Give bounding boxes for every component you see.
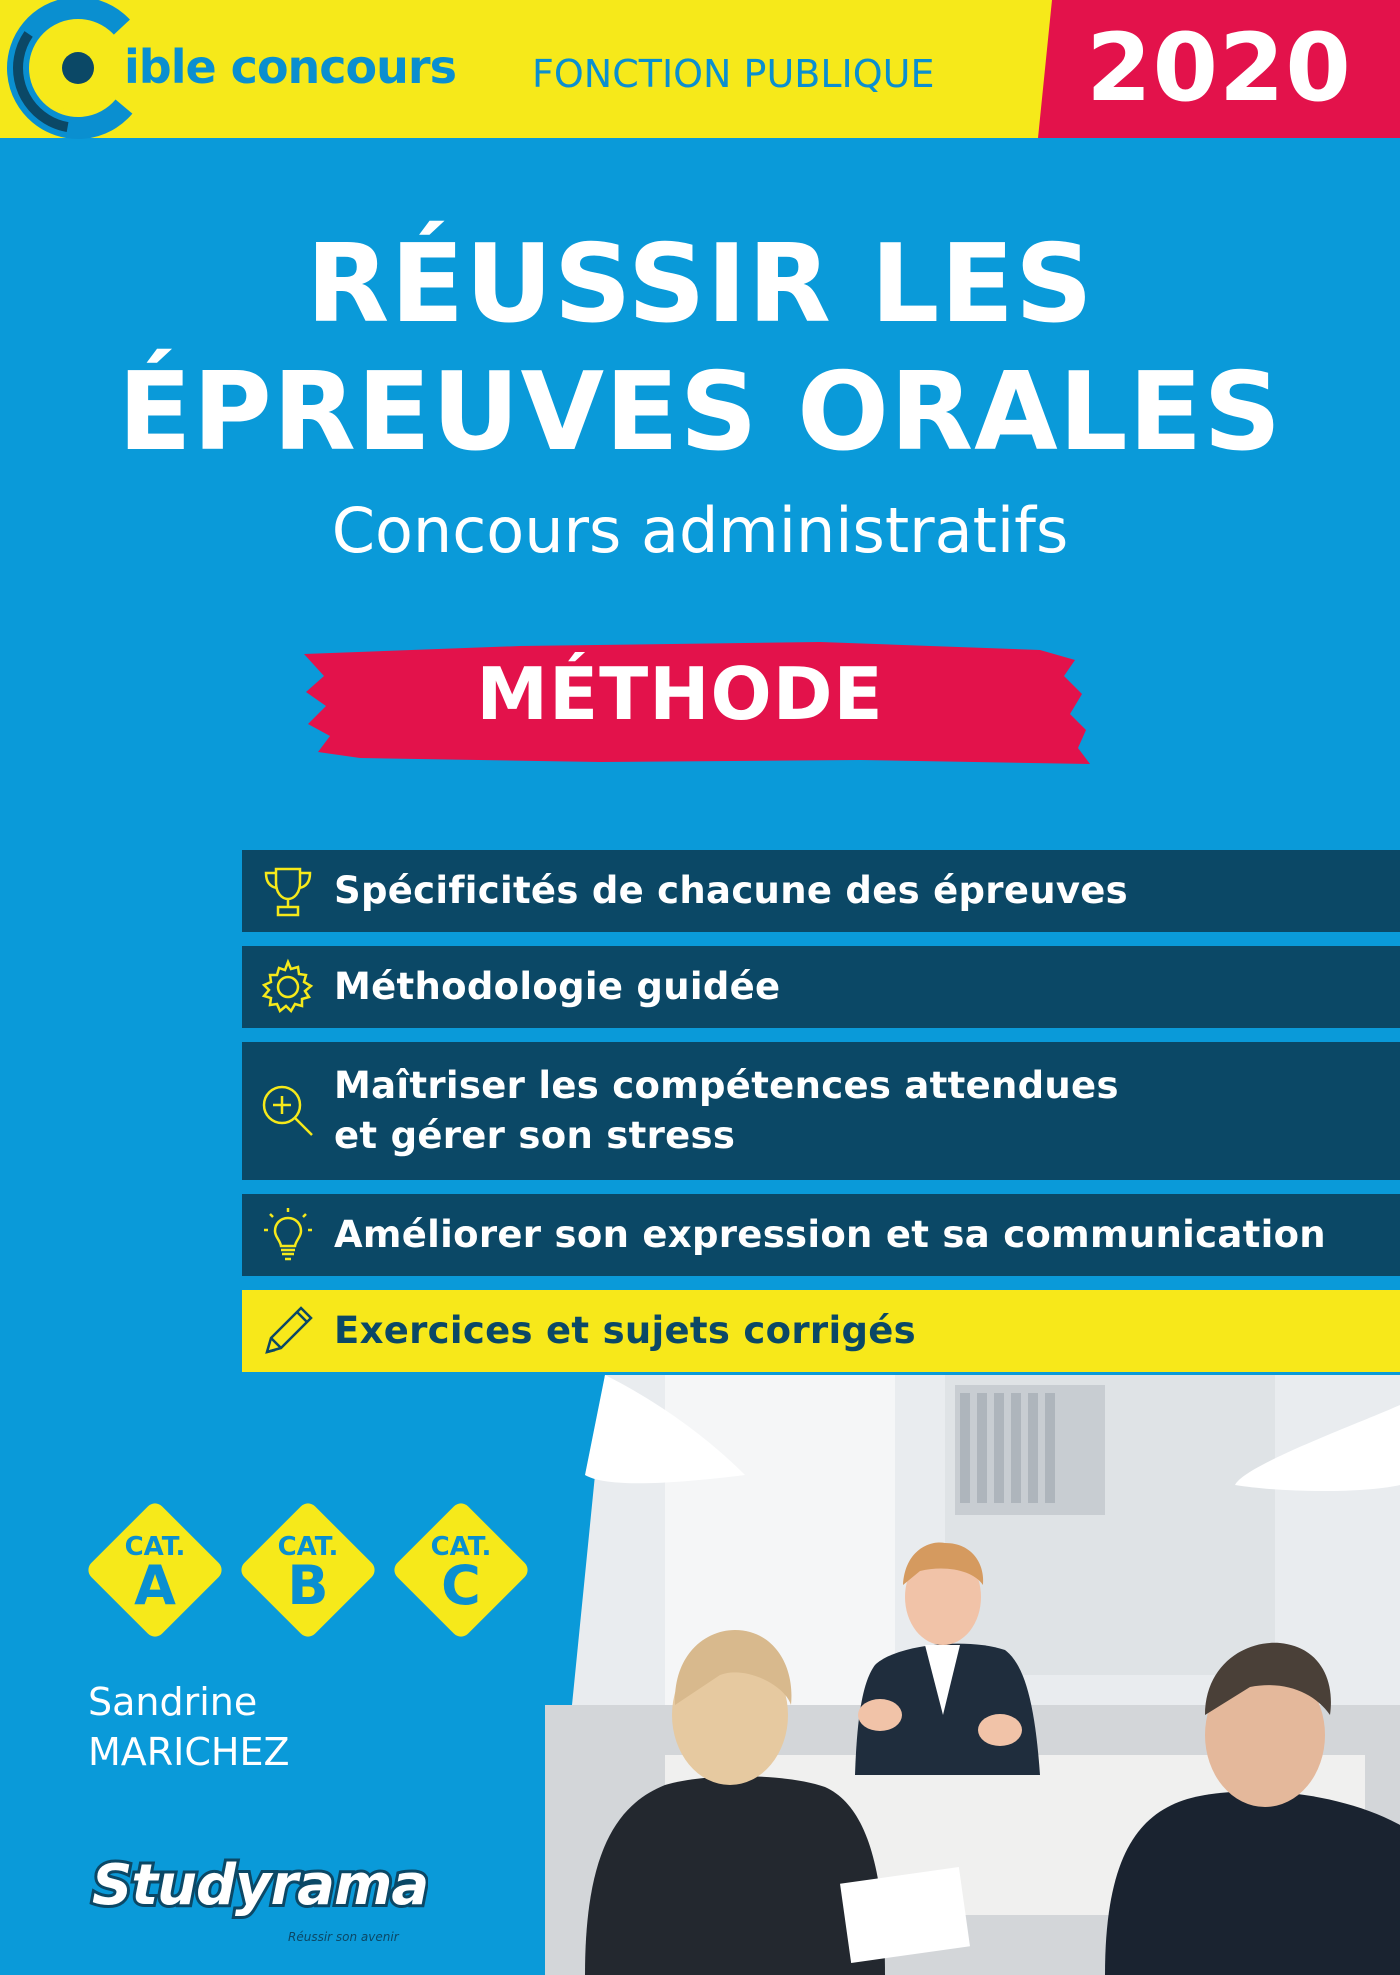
method-badge: MÉTHODE: [476, 652, 884, 736]
series-brand: ible concours: [124, 40, 456, 94]
feature-item: [242, 946, 1400, 1028]
feature-label: Méthodologie guidée: [334, 965, 781, 1008]
feature-label: Spécificités de chacune des épreuves: [334, 869, 1128, 912]
pencil-icon: [242, 1302, 334, 1360]
category-letter: B: [287, 1554, 329, 1617]
feature-item: [242, 850, 1400, 932]
publisher-tagline: Réussir son avenir: [288, 1930, 399, 1944]
lightbulb-icon: [242, 1204, 334, 1266]
book-subtitle: Concours administratifs: [331, 494, 1069, 567]
category-letter: A: [134, 1554, 176, 1617]
category-letter: C: [441, 1554, 481, 1617]
feature-item-highlight: [242, 1290, 1400, 1372]
gear-icon: [242, 958, 334, 1016]
edition-year: 2020: [1086, 14, 1352, 123]
category-badge: [393, 1502, 529, 1638]
publisher-name: Studyrama: [92, 1853, 428, 1918]
category-badge: [87, 1502, 223, 1638]
series-subtitle: FONCTION PUBLIQUE: [532, 52, 935, 96]
interview-photo: [545, 1375, 1400, 1975]
feature-label: Exercices et sujets corrigés: [334, 1309, 916, 1352]
feature-label: Maîtriser les compétences attendues et gérer son stress: [334, 1064, 1119, 1157]
feature-item: [242, 1194, 1400, 1276]
category-label: CAT.: [277, 1532, 339, 1562]
feature-label: Améliorer son expression et sa communication: [334, 1213, 1326, 1256]
category-badge: [240, 1502, 376, 1638]
category-label: CAT.: [430, 1532, 492, 1562]
category-label: CAT.: [124, 1532, 186, 1562]
title-line-1: RÉUSSIR LES: [306, 222, 1094, 347]
magnifier-plus-icon: [242, 1081, 334, 1141]
author-last-name: MARICHEZ: [88, 1730, 290, 1774]
title-line-2: ÉPREUVES ORALES: [117, 350, 1283, 475]
feature-item: [242, 1042, 1400, 1180]
author-first-name: Sandrine: [88, 1680, 258, 1724]
trophy-icon: [242, 863, 334, 919]
publisher-logo: [88, 1846, 428, 1926]
